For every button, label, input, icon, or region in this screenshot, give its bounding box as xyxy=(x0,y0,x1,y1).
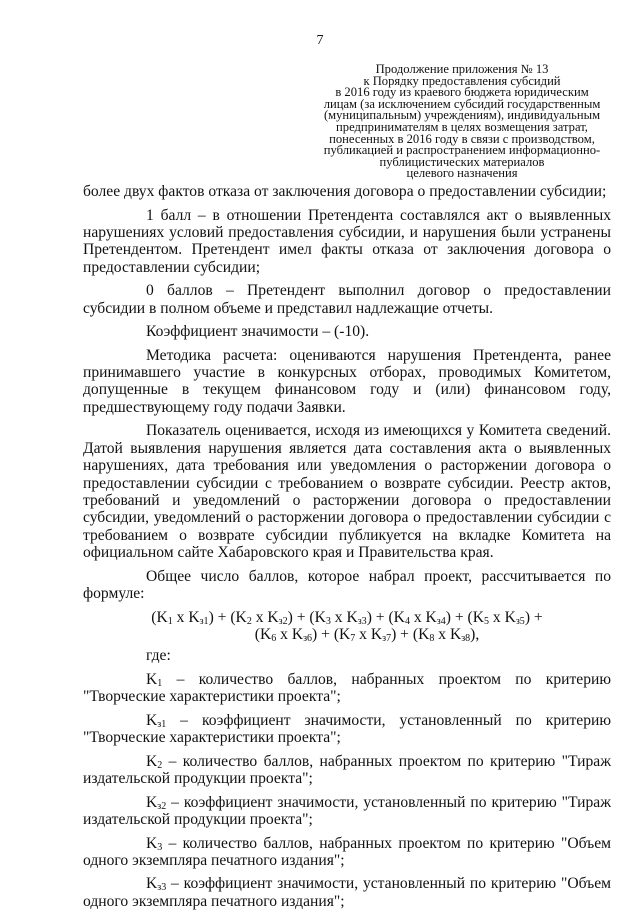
formula-line-1: ($K_1$ x $K_{з1}) + (K_2$ x $K_{з2}) + (K_3$ x $K_{з3}) + (K_4$ x $K_{з4}) + (K_5$ x $K_{з5}$) + xyxy=(151,608,543,627)
definition-text: – коэффициент значимости, установленный по критерию "Объем одного экземпляра печатного издания"; xyxy=(83,875,611,910)
paragraph: Показатель оценивается, исходя из имеющихся у Комитета сведений. Датой выявления нарушения является дата составления акта о выявленных нарушениях, дата требования или уведомления о расторжении договора о предоставлении субсидии с требованием о возврате субсидии. Реестр актов, требований и уведомлений о расторжении договора о предоставлении субсидии, уведомлений о расторжении договора о предоставлении субсидии с требованием о возврате субсидии публикуется на вкладке Комитета на официальном сайте Хабаровского края и Правительства края. xyxy=(83,422,611,562)
where-label: где: xyxy=(146,647,171,665)
definition-index: 1 xyxy=(157,677,163,689)
definition-text: – количество баллов, набранных проектом по критерию "Объем одного экземпляра печатного издания"; xyxy=(83,834,611,869)
header-line: целевого назначения xyxy=(406,166,518,181)
definition-item xyxy=(83,671,611,706)
definition-index: з3 xyxy=(157,882,167,894)
definition-symbol: K xyxy=(146,752,158,770)
paragraph: Коэффициент значимости – (-10). xyxy=(146,323,370,341)
definition-index: з2 xyxy=(157,800,167,812)
paragraph: Методика расчета: оцениваются нарушения Претендента, ранее принимавшего участие в конкурсных отборах, проводимых Комитетом, допущенные в текущем финансовом году и (или) финансовом году, предшествующему году подачи Заявки. xyxy=(83,346,611,416)
paragraph: более двух фактов отказа от заключения договора о предоставлении субсидии; xyxy=(83,183,607,200)
definition-item xyxy=(83,712,611,747)
definition-symbol: K xyxy=(146,793,158,811)
appendix-header xyxy=(312,64,612,180)
definition-text: – коэффициент значимости, установленный по критерию "Творческие характеристики проекта"; xyxy=(83,711,611,747)
header-line: (муниципальным) учреждениям), индивидуальным xyxy=(323,108,601,123)
header-line: публицистических материалов xyxy=(379,154,545,169)
header-line: публикацией и распространением информационно- xyxy=(323,143,601,158)
header-line: в 2016 году из краевого бюджета юридическим xyxy=(335,85,589,100)
header-line: к Порядку предоставления субсидий xyxy=(363,73,561,88)
definition-text: – количество баллов, набранных проектом по критерию "Тираж издательской продукции проекта"; xyxy=(83,752,611,788)
formula-line-2: ($K_6$ x $K_{з6}) + (K_7$ x $K_{з7}) + (K_8$ x $K_{з8}$), xyxy=(254,626,480,644)
header-line: лицам (за исключением субсидий государственным xyxy=(323,96,601,111)
definition-symbol: K xyxy=(146,670,158,688)
definition-symbol: K xyxy=(146,875,158,893)
definition-item xyxy=(83,875,611,910)
paragraph: Общее число баллов, которое набрал проект, рассчитывается по формуле: xyxy=(83,567,611,603)
document-body xyxy=(83,183,611,916)
definition-text: – коэффициент значимости, установленный по критерию "Тираж издательской продукции проекта"; xyxy=(83,793,611,829)
definition-text: – количество баллов, набранных проектом по критерию "Творческие характеристики проекта"; xyxy=(83,670,611,706)
definition-item xyxy=(83,794,611,829)
paragraph: 0 баллов – Претендент выполнил договор о предоставлении субсидии в полном объеме и представил надлежащие отчеты. xyxy=(83,282,611,317)
definition-symbol: K xyxy=(146,834,158,852)
definition-index: 2 xyxy=(157,759,163,771)
paragraph: 1 балл – в отношении Претендента составлялся акт о выявленных нарушениях условий предоставления субсидии, и нарушения были устранены Претендентом. Претендент имел факты отказа от заключения договора о предоставлении субсидии; xyxy=(83,206,611,276)
page-number: 7 xyxy=(316,33,324,48)
definition-index: 3 xyxy=(157,841,163,853)
header-line: понесенных в 2016 году в связи с производством, xyxy=(329,131,595,146)
definition-symbol: K xyxy=(146,711,158,729)
definition-index: з1 xyxy=(157,718,167,730)
definition-item xyxy=(83,753,611,788)
header-line: предпринимателям в целях возмещения затрат, xyxy=(336,119,588,134)
definition-item xyxy=(83,835,611,870)
header-line: Продолжение приложения № 13 xyxy=(375,62,549,76)
score-formula xyxy=(83,609,611,644)
